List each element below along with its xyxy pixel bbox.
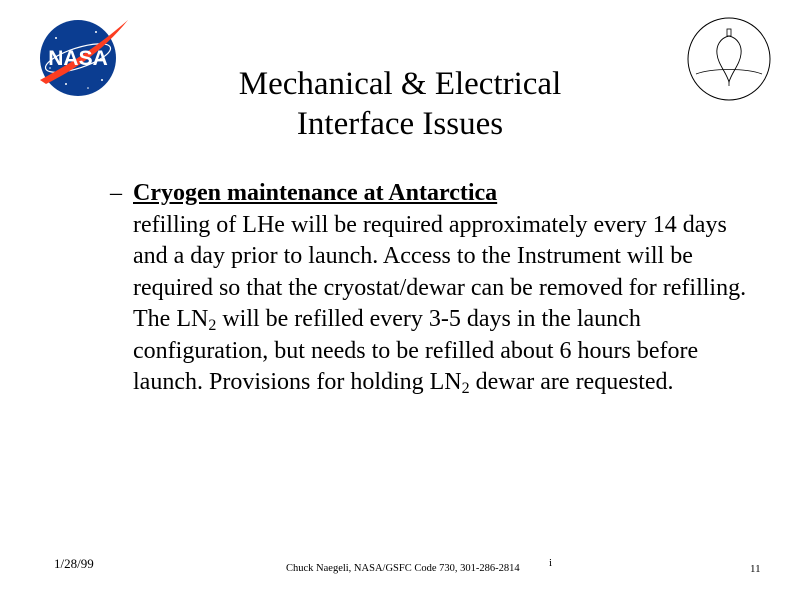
bullet-heading: Cryogen maintenance at Antarctica: [133, 180, 498, 206]
footer-mark: i: [549, 557, 553, 569]
subscript-1: 2: [208, 317, 217, 334]
balloon-logo: [686, 16, 772, 102]
nasa-logo-text: NASA: [48, 47, 108, 70]
title-line-1: Mechanical & Electrical: [238, 66, 562, 102]
body-part-2: will be refilled every 3-5 days in the launch configuration, but needs to be refilled about 6 hours before launch. Provisions for holding LN: [133, 306, 699, 395]
subscript-2: 2: [461, 380, 470, 397]
bullet-dash: –: [110, 180, 122, 206]
nasa-logo: [36, 18, 130, 98]
slide-title: [150, 64, 650, 144]
title-line-2: Interface Issues: [296, 106, 504, 142]
bullet-item: [110, 178, 750, 399]
bullet-content: [133, 178, 750, 399]
footer-date: 1/28/99: [54, 556, 94, 571]
body-part-1: refilling of LHe will be required approximately every 14 days and a day prior to launch. Access to the Instrument will be required so that the cryostat/dewar can be removed for refilling. The LN: [133, 211, 747, 332]
body-part-3: dewar are requested.: [469, 369, 674, 395]
page-number: 11: [750, 563, 761, 575]
bullet-body: [133, 210, 750, 399]
footer-credit: Chuck Naegeli, NASA/GSFC Code 730, 301-286-2814: [286, 563, 520, 574]
